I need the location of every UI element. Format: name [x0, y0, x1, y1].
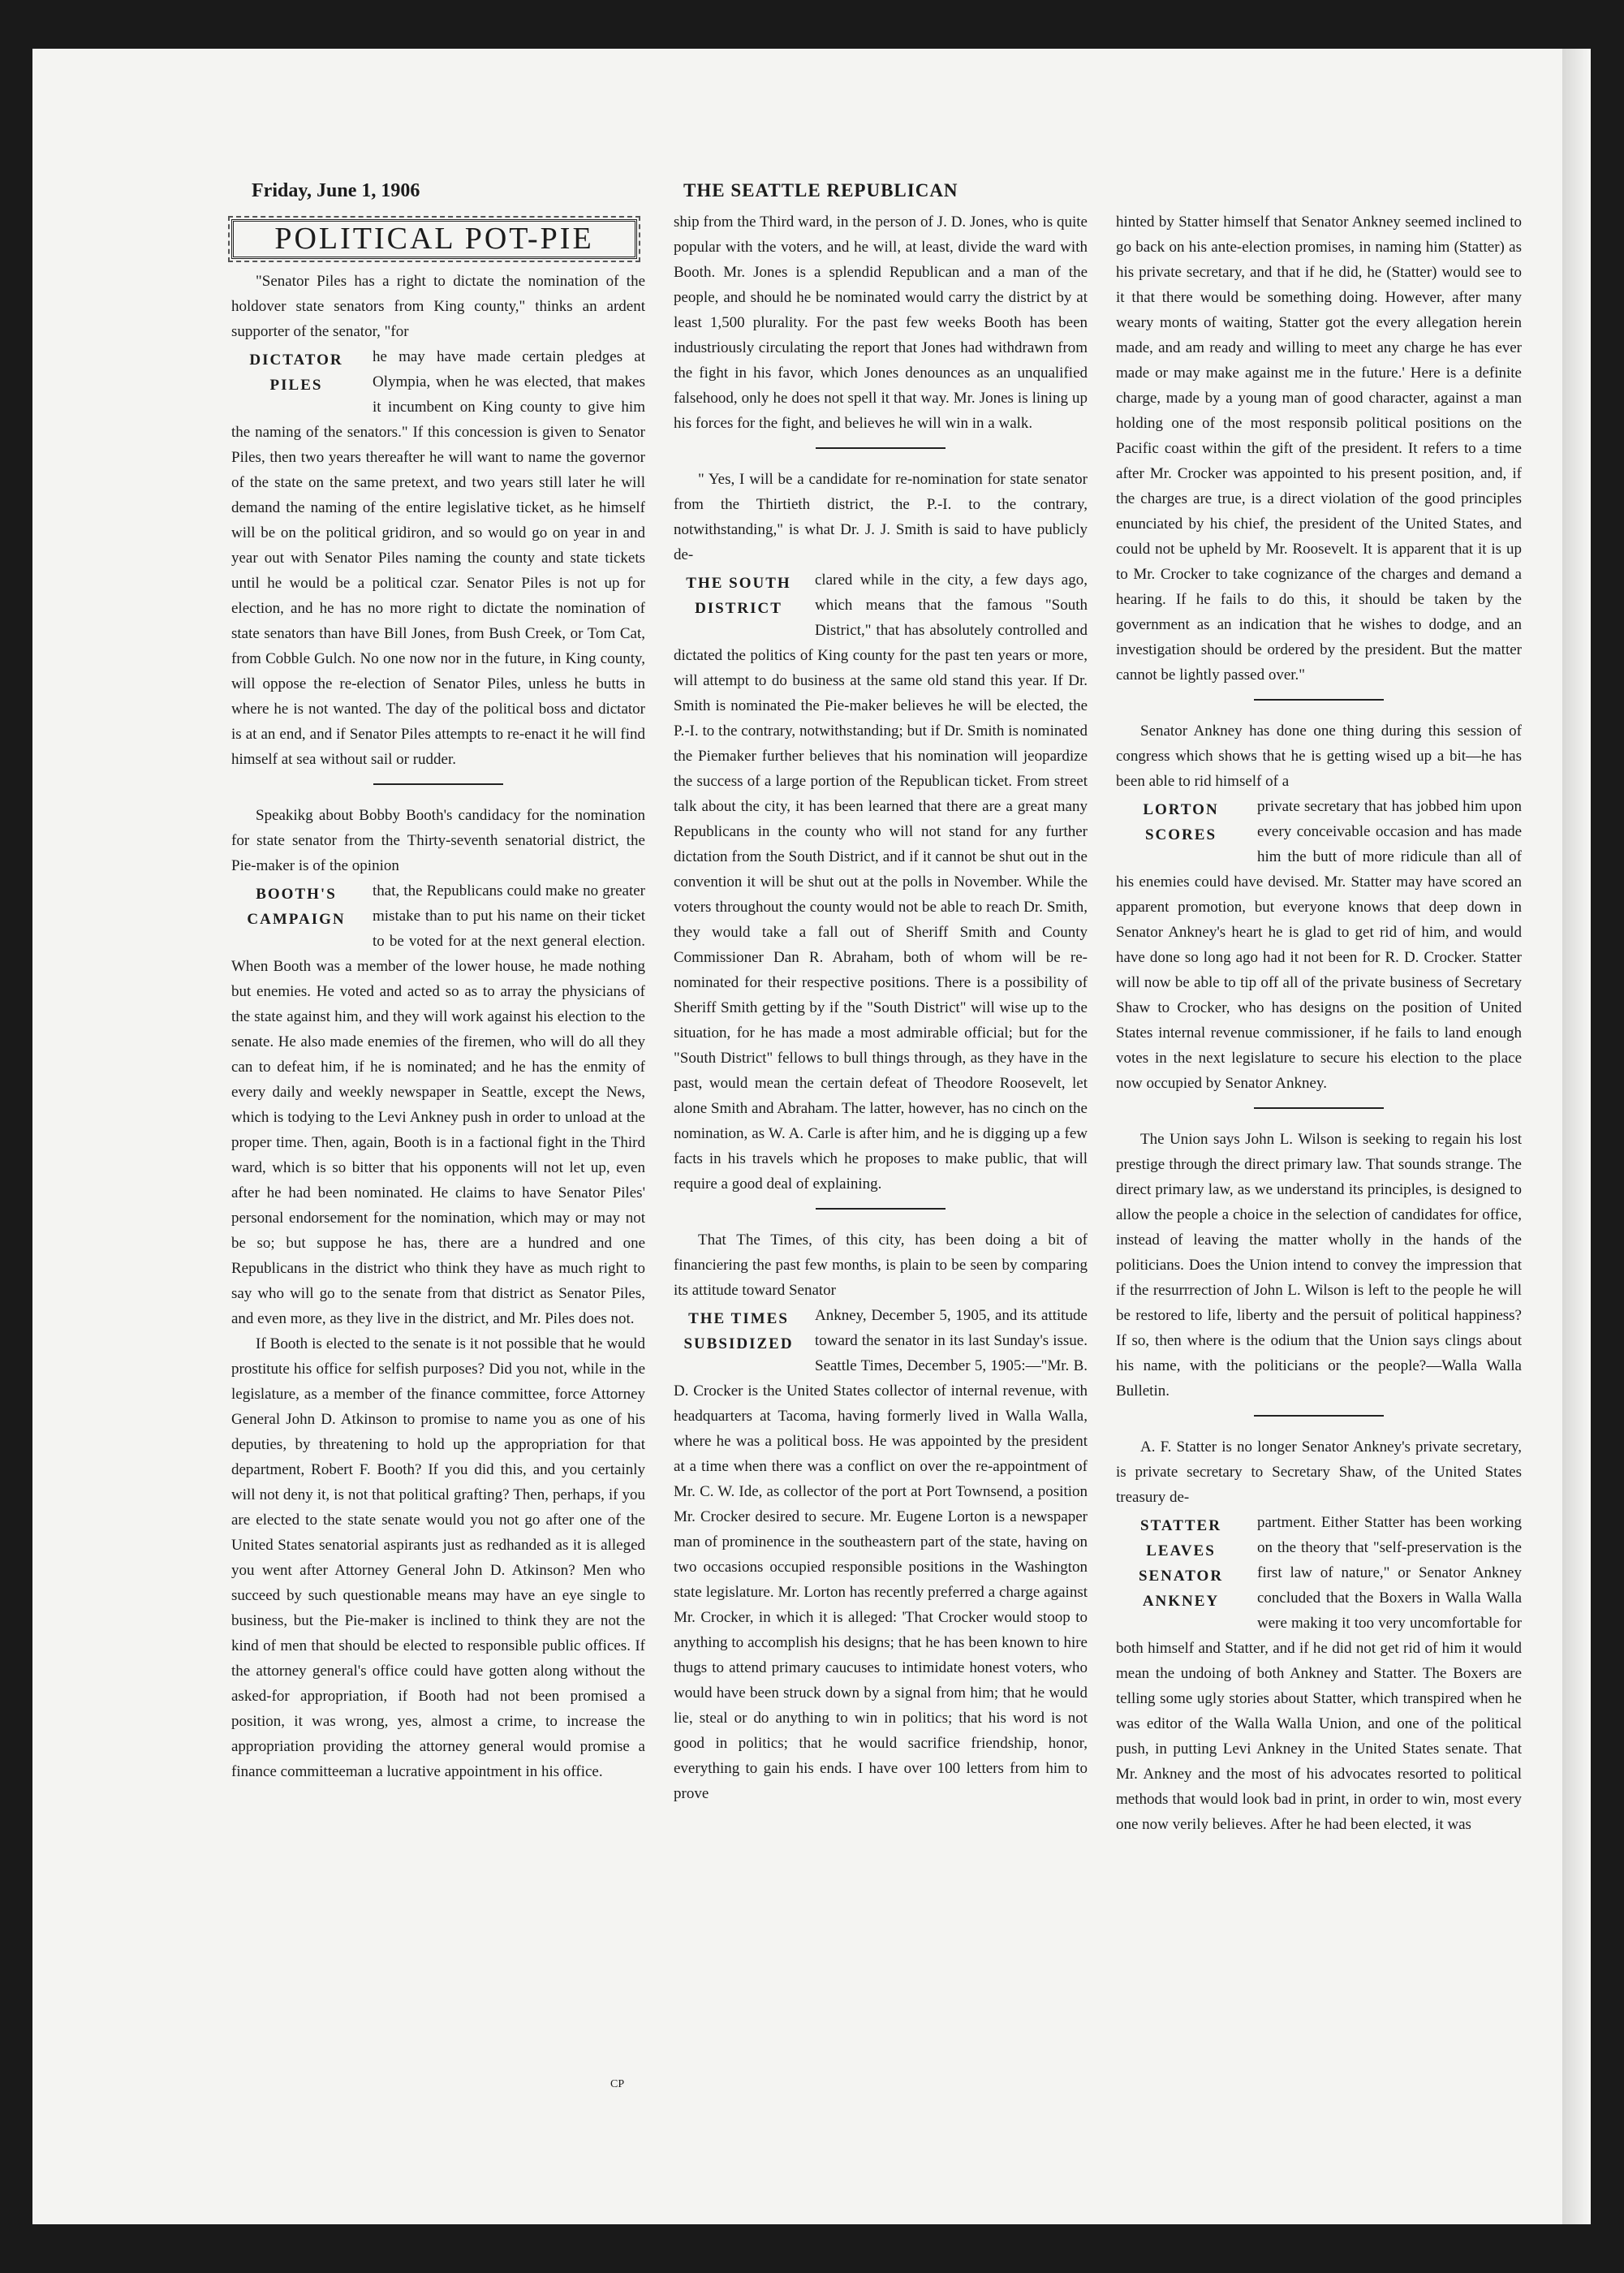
divider-rule: [373, 783, 503, 785]
article-paragraph: ship from the Third ward, in the person of J. D. Jones, who is quite popular with the voters, and he will, at least, divide the ward with Booth. Mr. Jones is a splendid Republican and a man of the people, and should he be nominated would carry the district by at least 1,500 plurality. For the past few weeks Booth has been industriously circulating the report that Jones had withdrawn from the fight in his favor, which Jones denounces as an unqualified falsehood, only he does not spell it that way. Mr. Jones is lining up his forces for the fight, and believes he will win in a walk.: [674, 213, 1088, 432]
article-statter-leaves: [1116, 1434, 1522, 1837]
article-paragraph: hinted by Statter himself that Senator Ankney seemed inclined to go back on his ante-election promises, in naming him (Statter) as his private secretary, and that if he did, he (Statter) would see to it that there would be something doing. However, after many weary monts of waiting, Statter got the every allegation herein made, and am ready and willing to meet any charge he has ever made or may make against me in the future.' Here is a definite charge, made by a young man of good character, against a man holding one of the most responsib political positions on the Pacific coast within the gift of the president. It refers to a time after Mr. Crocker was appointed to his present position, and, if the charges are true, is a direct violation of the good principles enunciated by his chief, the president of the United States, and could not be upheld by Mr. Roosevelt. It is apparent that it is up to Mr. Crocker to take cognizance of the charges and demand a hearing. If he fails to do this, it should be taken by the government as an indication that he wishes to dodge, and an investigation should be ordered by the president. But the matter cannot be lightly passed over.": [1116, 213, 1522, 684]
column-2: [674, 209, 1088, 1806]
article-union-wilson: [1116, 1127, 1522, 1404]
article-paragraph: that, the Republicans could make no greater mistake than to put his name on their ticket to be voted for at the next general election. When Booth was a member of the lower house, he made nothing but enemies. He voted and acted so as to array the physicians of the state against him, and they will work against his election to the senate. He also made enemies of the firemen, who will do all they can to defeat him, if he is nominated; and he has the enmity of every daily and weekly newspaper in Seattle, except the News, which is todying to the Levi Ankney push in order to unload at the proper time. Then, again, Booth is in a factional fight in the Third ward, which is so bitter that his opponents will not let up, even after he had been nominated. He claims to have Senator Piles' personal endorsement for the nomination, which may or may not be so; but suppose he has, there are a hundred and one Republicans in the district who think they have as much right to say who will go to the senate from that district as Senator Piles, and even more, as they live in the district, and Mr. Piles does not.: [231, 882, 645, 1327]
newspaper-page: [32, 49, 1591, 2224]
article-paragraph: That The Times, of this city, has been doing a bit of financiering the past few months, is plain to be seen by comparing its attitude toward Senator: [674, 1231, 1088, 1299]
article-paragraph: clared while in the city, a few days ago, which means that the famous "South District," that has absolutely controlled and dictated the politics of King county for the past ten years or more, will attempt to do business at the same old stand this year. If Dr. Smith is nominated the Pie-maker believes he will be elected, the P.-I. to the contrary, notwithstanding; but if Dr. Smith is nominated the Piemaker further believes that his nomination will jeopardize the success of a large portion of the Republican ticket. From street talk about the city, it has been learned that there are a great many Republicans in the county who will not stand for any further dictation from the South District, and if it cannot be shut out in the convention it will be shut out at the polls in November. While the voters throughout the county would not be able to reach Dr. Smith, they would take a fall out of Sheriff Smith and County Commissioner Dan R. Abraham, both of whom will be re-nominated for their respective positions. There is a possibility of Sheriff Smith getting by if the "South District" will wise up to the situation, for he has made a most admirable official; but for the "South District" fellows to bull things through, as they have in the past, would mean the certain defeat of Theodore Roosevelt, let alone Smith and Abraham. The latter, however, has no cinch on the nomination, as W. A. Carle is after him, and he is digging up a few facts in his travels which he proposes to make public, that will require a good deal of explaining.: [674, 571, 1088, 1193]
divider-rule: [1254, 1415, 1384, 1417]
newspaper-title: THE SEATTLE REPUBLICAN: [683, 180, 958, 201]
article-lorton-scores: [1116, 718, 1522, 1096]
side-heading: THE TIMES SUBSIDIZED: [683, 1310, 794, 1352]
divider-rule: [1254, 1107, 1384, 1109]
article-paragraph: Senator Ankney has done one thing during this session of congress which shows that he is getting wised up a bit—he has been able to rid himself of a: [1116, 722, 1522, 790]
divider-rule: [816, 447, 946, 449]
article-paragraph: A. F. Statter is no longer Senator Ankney's private secretary, is private secretary to Secretary Shaw, of the United States treasury de-: [1116, 1438, 1522, 1506]
article-dictator-piles: [231, 269, 645, 772]
article-paragraph: " Yes, I will be a candidate for re-nomination for state senator from the Thirtieth district, the P.-I. to the contrary, notwithstanding," is what Dr. J. J. Smith is said to have publicly de-: [674, 471, 1088, 563]
column-3: [1116, 209, 1522, 1837]
article-paragraph: he may have made certain pledges at Olympia, when he was elected, that makes it incumbent on King county to give him the naming of the senators." If this concession is given to Senator Piles, then two years thereafter he will want to name the governor of the state on the same pretext, and two years still later he will demand the naming of the entire legislative ticket, as he himself will be on the political gridiron, and so would go on year in and year out with Senator Piles naming the county and state tickets until he would be a political czar. Senator Piles is not up for election, and he has no more right to dictate the nomination of state senators than have Bill Jones, from Bush Creek, or Tom Cat, from Cobble Gulch. No one now nor in the future, in King county, will oppose the re-election of Senator Piles, unless he butts in where he is not wanted. The day of the political boss and dictator is at an end, and if Senator Piles attempts to re-enact it he will find himself at sea without sail or rudder.: [231, 348, 645, 768]
page-fold-shadow: [1562, 49, 1591, 2224]
divider-rule: [1254, 699, 1384, 701]
side-heading: THE SOUTH DISTRICT: [686, 575, 791, 617]
side-heading: DICTATOR PILES: [249, 352, 343, 394]
article-paragraph: private secretary that has jobbed him upon every conceivable occasion and has made him the butt of more ridicule than all of his enemies could have devised. Mr. Statter may have scored an apparent promotion, but everyone knows that deep down in Senator Ankney's heart he is glad to get rid of him, and would have done so long ago had it not been for R. D. Crocker. Statter will now be able to tip off all of the private business of Secretary Shaw to Crocker, who has designs on the position of United States internal revenue commissioner, if he fails to land enough votes in the next legislature to secure his election to the place now occupied by Senator Ankney.: [1116, 798, 1522, 1092]
page-header: [32, 180, 1591, 213]
side-heading: BOOTH'S CAMPAIGN: [247, 886, 346, 928]
article-paragraph: If Booth is elected to the senate is it not possible that he would prostitute his office for selfish purposes? Did you not, while in the legislature, as a member of the finance committee, force Attorney General John D. Atkinson to promise to name you as one of his deputies, by threatening to hold up the appropriation for that department, Robert F. Booth? If you did this, and you certainly will not deny it, is not that political grafting? Then, perhaps, if you are elected to the state senate would you not go after one of the United States senatorial aspirants just as redhanded as it is alleged you went after Attorney General John D. Atkinson? Men who succeed by such questionable means may have an eye single to business, but the Pie-maker is inclined to think they are not the kind of men that should be elected to responsible public offices. If the attorney general's office could have gotten along without the asked-for appropriation, if Booth had not been promised a position, it was wrong, yes, almost a crime, to increase the appropriation providing the attorney general would promise a finance committeeman a lucrative appointment in his office.: [231, 1335, 645, 1780]
article-paragraph: The Union says John L. Wilson is seeking to regain his lost prestige through the direct primary law. That sounds strange. The direct primary law, as we understand its principles, is designed to allow the people a choice in the selection of candidates for office, instead of leaving the matter wholly in the hands of the politicians. Does the Union intend to convey the impression that if the resurrrection of John L. Wilson is left to the people he will be restored to life, liberty and the persuit of political happiness? If so, then where is the odium that the Union says clings about his name, with the politicians or the people?—Walla Walla Bulletin.: [1116, 1131, 1522, 1400]
article-south-district: [674, 467, 1088, 1197]
section-title: POLITICAL POT-PIE: [231, 219, 637, 259]
article-times-subsidized: [674, 1227, 1088, 1806]
divider-rule: [816, 1208, 946, 1210]
article-booths-campaign: [231, 803, 645, 1784]
printer-mark: CP: [610, 2078, 625, 2090]
issue-date: Friday, June 1, 1906: [252, 180, 420, 201]
article-paragraph: partment. Either Statter has been working on the theory that "self-preservation is the first law of nature," or Senator Ankney concluded that the Boxers in Walla Walla were making it too very uncomfortable for both himself and Statter, and if he did not get rid of him it would mean the undoing of both Ankney and Statter. The Boxers are telling some ugly stories about Statter, which transpired when he was editor of the Walla Walla Union, and one of the political push, in putting Levi Ankney in the United States senate. That Mr. Ankney and the most of his advocates resorted to political methods that would look bad in print, in order to win, most every one now verily believes. After he had been elected, it was: [1116, 1514, 1522, 1833]
side-heading: STATTER LEAVES SENATOR ANKNEY: [1138, 1517, 1224, 1610]
side-heading: LORTON SCORES: [1143, 801, 1219, 843]
column-1: [231, 209, 645, 1784]
article-paragraph: "Senator Piles has a right to dictate the nomination of the holdover state senators from King county," thinks an ardent supporter of the senator, "for: [231, 273, 645, 340]
article-paragraph: Speakikg about Bobby Booth's candidacy for the nomination for state senator from the Thirty-seventh senatorial district, the Pie-maker is of the opinion: [231, 807, 645, 874]
article-paragraph: Ankney, December 5, 1905, and its attitude toward the senator in its last Sunday's issue. Seattle Times, December 5, 1905:—"Mr. B. D. Crocker is the United States collector of internal revenue, with headquarters at Tacoma, having formerly lived in Walla Walla, where he was a political boss. He was appointed by the president at a time when there was a conflict on over the re-appointment of Mr. C. W. Ide, as collector of the port at Port Townsend, a position Mr. Crocker desired to secure. Mr. Eugene Lorton is a newspaper man of prominence in the southeastern part of the state, having on two occasions occupied responsible positions in the Washington state legislature. Mr. Lorton has recently preferred a charge against Mr. Crocker, in which it is alleged: 'That Crocker would stoop to anything to accomplish his designs; that he has been known to hire thugs to attend primary caucuses to intimidate honest voters, who would have been struck down by a signal from him; that he would lie, steal or do anything to win in politics; that his word is not good in politics; that he would sacrifice friendship, honor, everything to gain his ends. I have over 100 letters from him to prove: [674, 1307, 1088, 1802]
